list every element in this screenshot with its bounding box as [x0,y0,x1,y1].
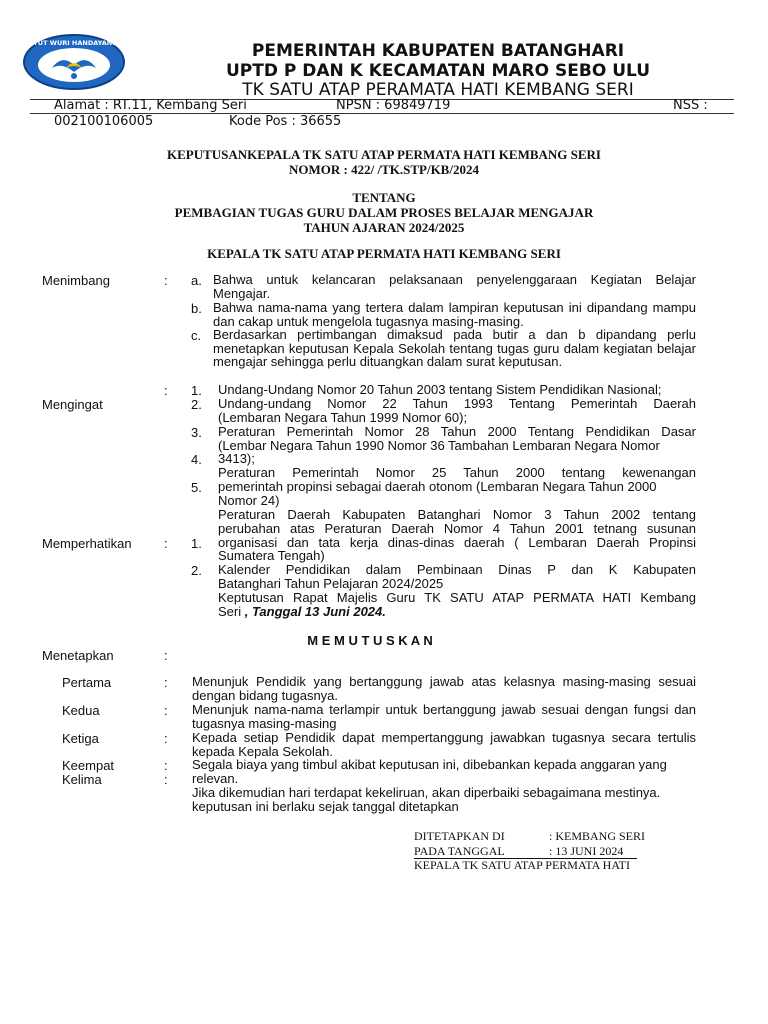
mengingat-line: Undang-Undang Nomor 20 Tahun 2003 tentang Sistem Pendidikan Nasional; [218,382,662,397]
colon-pertama: : [164,675,168,690]
memperhatikan-line: Kalender Pendidikan dalam Pembinaan Dinas P dan K Kabupaten [218,562,696,577]
menimbang-mark-c: c. [191,328,202,343]
mengingat-line: perubahan atas Peraturan Daerah Nomor 4 Tahun 2001 tetnang susunan [218,521,696,536]
school-nss-value: 002100106005 [54,114,154,129]
header-government: PEMERINTAH KABUPATEN BATANGHARI [251,41,625,61]
colon-kelima: : [164,772,168,787]
signature-place-label: DITETAPKAN DI [414,829,505,843]
decision-kelima-line: keputusan ini berlaku sejak tanggal ditetapkan [192,799,459,814]
label-pertama: Pertama [62,675,112,690]
decision-keempat-line: Segala biaya yang timbul akibat keputusan ini, dibebankan kepada anggaran yang [192,757,667,772]
signature-date-label: PADA TANGGAL [414,844,505,858]
colon-mengingat: : [164,383,168,398]
label-menetapkan: Menetapkan [42,648,114,663]
mengingat-line: organisasi dan tata kerja dinas-dinas daerah ( Lembaran Daerah Propinsi [218,535,696,550]
memperhatikan-date: , Tanggal 13 Juni 2024. [241,604,386,619]
mengingat-line: pemerintah propinsi sebagai daerah otonom (Lembaran Negara Tahun 2000 [218,479,657,494]
decision-pertama: Menunjuk Pendidik yang bertanggung jawab atas kelasnya masing-masing sesuai dengan bidang tugasnya. [192,674,696,703]
mengingat-line: (Lembaran Negara Tahun 1999 Nomor 60); [218,410,468,425]
memperhatikan-line: Keptutusan Rapat Majelis Guru TK SATU ATAP PERMATA HATI Kembang [218,590,696,605]
colon-menetapkan: : [164,648,168,663]
colon-keempat: : [164,758,168,773]
header-uptd: UPTD P DAN K KECAMATAN MARO SEBO ULU [225,61,651,81]
memperhatikan-last-prefix: Seri [218,604,242,619]
signature-date-row [414,844,637,859]
school-postal-code: Kode Pos : 36655 [229,114,342,129]
svg-text:TUT WURI HANDAYANI: TUT WURI HANDAYANI [33,39,115,47]
mengingat-line: Sumatera Tengah) [218,548,325,563]
memperhatikan-mark-1: 1. [191,536,202,551]
mengingat-line: Peraturan Pemerintah Nomor 25 Tahun 2000 tentang kewenangan [218,465,696,480]
label-ketiga: Ketiga [62,731,99,746]
label-kelima: Kelima [62,772,102,787]
decree-academic-year: TAHUN AJARAN 2024/2025 [303,220,465,235]
school-address: Alamat : RT.11, Kembang Seri [54,98,247,113]
decree-issuer: KEPALA TK SATU ATAP PERMATA HATI KEMBANG SERI [207,246,561,261]
menimbang-item-a: Bahwa untuk kelancaran pelaksanaan penyelenggaraan Kegiatan Belajar Mengajar. [213,272,696,301]
mengingat-mark-4: 4. [191,452,202,467]
signature-date-value: : 13 JUNI 2024 [549,844,624,858]
school-npsn: NPSN : 69849719 [336,98,451,113]
mengingat-mark-1: 1. [191,383,202,398]
mengingat-line: Nomor 24) [218,493,280,508]
memutuskan-heading: M E M U T U S K A N [307,633,433,648]
mengingat-mark-5: 5. [191,480,202,495]
mengingat-line: Peraturan Pemerintah Nomor 28 Tahun 2000 Tentang Pendidikan Dasar [218,424,696,439]
menimbang-item-b: Bahwa nama-nama yang tertera dalam lampiran keputusan ini dipandang mampu dan cakap untuk mengelola tugasnya masing-masing. [213,300,696,329]
decision-keempat-line: relevan. [192,771,239,786]
label-kedua: Kedua [62,703,100,718]
decree-subject: PEMBAGIAN TUGAS GURU DALAM PROSES BELAJAR MENGAJAR [174,205,594,220]
colon-kedua: : [164,703,168,718]
menimbang-item-c: Berdasarkan pertimbangan dimaksud pada butir a dan b dipandang perlu menetapkan keputusan Kepala Sekolah tentang tugas guru dalam kegiatan belajar mengajar sehingga perlu dituangkan dalam surat keputusan. [213,327,696,370]
school-nss-label: NSS : [673,98,708,113]
label-mengingat: Mengingat [42,397,103,412]
decision-kedua: Menunjuk nama-nama terlampir untuk bertanggung jawab sesuai dengan fungsi dan tugasnya masing-masing [192,702,696,731]
menimbang-mark-a: a. [191,273,202,288]
mengingat-mark-3: 3. [191,425,202,440]
tut-wuri-handayani-logo [22,32,126,92]
signature-place-value: : KEMBANG SERI [549,829,646,843]
menimbang-mark-b: b. [191,301,202,316]
mengingat-mark-2: 2. [191,397,202,412]
mengingat-line: 3413); [218,451,255,466]
signature-title: KEPALA TK SATU ATAP PERMATA HATI [414,858,631,872]
mengingat-line: (Lembar Negara Tahun 1990 Nomor 36 Tambahan Lembaran Negara Nomor [218,438,660,453]
decision-ketiga: Kepada setiap Pendidik dapat mempertanggung jawabkan tugasnya secara tertulis kepada Kepala Sekolah. [192,730,696,759]
memperhatikan-last-line [218,605,386,619]
mengingat-line: Undang-undang Nomor 22 Tahun 1993 Tentang Pemerintah Daerah [218,396,696,411]
header-school: TK SATU ATAP PERAMATA HATI KEMBANG SERI [242,80,634,100]
colon-menimbang: : [164,273,168,288]
mengingat-line: Peraturan Daerah Kabupaten Batanghari Nomor 3 Tahun 2002 tentang [218,507,696,522]
colon-ketiga: : [164,731,168,746]
memperhatikan-mark-2: 2. [191,563,202,578]
decree-number: NOMOR : 422/ /TK.STP/KB/2024 [289,162,479,177]
decision-kelima-line: Jika dikemudian hari terdapat kekeliruan, akan diperbaiki sebagaimana mestinya. [192,785,661,800]
colon-memperhatikan: : [164,536,168,551]
label-menimbang: Menimbang [42,273,110,288]
decree-title: KEPUTUSANKEPALA TK SATU ATAP PERMATA HATI KEMBANG SERI [167,147,601,162]
label-keempat: Keempat [62,758,115,773]
label-memperhatikan: Memperhatikan [42,536,132,551]
memperhatikan-line: Batanghari Tahun Pelajaran 2024/2025 [218,576,444,591]
decree-tentang: TENTANG [352,190,416,205]
